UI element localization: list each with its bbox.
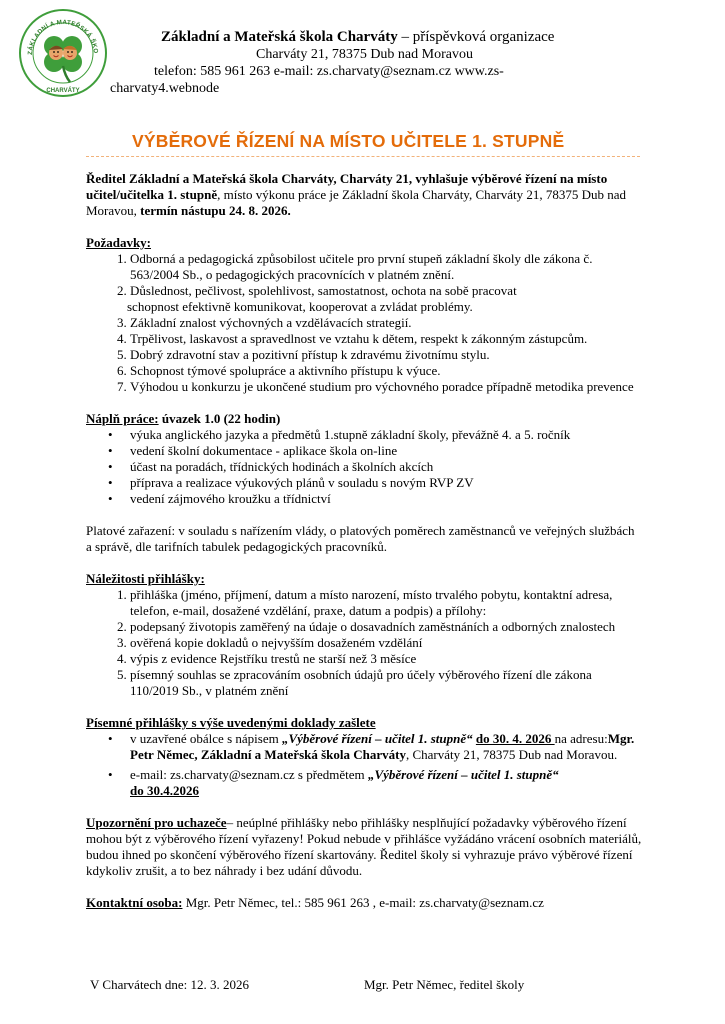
requirements-heading: Požadavky: [86, 235, 151, 250]
school-name: Základní a Mateřská škola Charváty [161, 29, 398, 45]
list-item: 5. písemný souhlas se zpracováním osobních údajů pro účely výběrového řízení dle zákona 110/2019 Sb., v platném znění [130, 667, 642, 699]
requirements-list [86, 251, 642, 395]
contact-paragraph [86, 895, 642, 911]
list-item: 3. ověřená kopie dokladů o nejvyšším dosaženém vzdělání [130, 635, 642, 651]
org-type: – příspěvková organizace [397, 29, 555, 45]
signature: Mgr. Petr Němec, ředitel školy [364, 977, 525, 992]
list-item: • vedení školní dokumentace - aplikace škola on-line [130, 443, 642, 459]
duties-section [86, 411, 642, 507]
document-body [86, 171, 642, 911]
intro-text: , místo výkonu práce je Základní škola Charváty, Charváty 21, 78375 Dub nad Moravou, [86, 187, 627, 218]
submission-list [86, 731, 642, 799]
letterhead [110, 28, 710, 97]
submission-text: na adresu: [554, 731, 608, 746]
school-web: charvaty4.webnode [110, 81, 220, 96]
list-item: 4. výpis z evidence Rejstříku trestů ne starší než 3 měsíce [130, 651, 642, 667]
duties-heading: Náplň práce: [86, 411, 159, 426]
list-item: 7. Výhodou u konkurzu je ukončené studium pro výchovného poradce případně metodika prevence [130, 379, 642, 395]
requirements-section [86, 235, 642, 395]
submission-deadline: do 30. 4. 2026 [475, 731, 555, 746]
list-item: 4. Trpělivost, laskavost a spravedlnost ve vztahu k dětem, respekt k zákonným zástupcům. [130, 331, 642, 347]
list-item-text: Důslednost, pečlivost, spolehlivost, samostatnost, ochota na sobě pracovat [130, 283, 517, 298]
issue-date: V Charvátech dne: 12. 3. 2026 [90, 977, 249, 992]
application-list [86, 587, 642, 699]
submission-heading: Písemné přihlášky s výše uvedenými doklady zašlete [86, 715, 376, 730]
logo-arc-text: ZÁKLADNÍ A MATEŘSKÁ ŠKO [26, 18, 100, 56]
submission-section [86, 715, 642, 799]
list-item: 3. Základní znalost výchovných a vzdělávacích strategií. [130, 315, 642, 331]
salary-paragraph: Platové zařazení: v souladu s nařízením vlády, o platových poměrech zaměstnanců ve veřejných službách a správě, dle tarifních tabulek pedagogických pracovníků. [86, 523, 635, 554]
submission-address: Mgr. Petr Němec, Základní a Mateřská škola Charváty [130, 731, 635, 762]
application-heading: Náležitosti přihlášky: [86, 571, 205, 586]
notice-text: – neúplné přihlášky nebo přihlášky nesplňující požadavky výběrového řízení mohou být z výběrového řízení vyřazeny! Pokud nebude v přihlášce vyžádáno vrácení osobních materiálů, budou ihned po skončení výběrového řízení skartovány. Ředitel školy si vyhrazuje právo výběrové řízení kdykoliv zrušit, a to bez náhrady i bez udání důvodu. [86, 815, 642, 878]
notice-heading: Upozornění pro uchazeče [86, 815, 227, 830]
list-item: 6. Schopnost týmové spolupráce a aktivního přístupu k výuce. [130, 363, 642, 379]
start-date: termín nástupu 24. 8. 2026. [140, 203, 291, 218]
email-subject: „Výběrové řízení – učitel 1. stupně“ [367, 767, 559, 782]
intro-bold: Ředitel Základní a Mateřská škola Charváty, Charváty 21, vyhlašuje výběrové řízení na místo učitel/učitelka 1. stupně [86, 171, 608, 202]
list-item: 5. Dobrý zdravotní stav a pozitivní přístup k zdravému životnímu stylu. [130, 347, 642, 363]
intro-paragraph [86, 171, 642, 219]
submission-address-rest: , Charváty 21, 78375 Dub nad Moravou. [405, 747, 618, 762]
list-item: • výuka anglického jazyka a předmětů 1.stupně základní školy, převážně 4. a 5. ročník [130, 427, 642, 443]
school-contact: telefon: 585 961 263 e-mail: zs.charvaty@seznam.cz www.zs- [154, 64, 504, 79]
list-item: • účast na poradách, třídnických hodinách a školních akcích [130, 459, 642, 475]
duties-list [86, 427, 642, 507]
title-divider [86, 156, 640, 157]
notice-paragraph [86, 815, 642, 879]
list-item: 2. podepsaný životopis zaměřený na údaje o dosavadních zaměstnáních a odborných znalostech [130, 619, 642, 635]
school-address: Charváty 21, 78375 Dub nad Moravou [256, 47, 473, 62]
page-title: VÝBĚROVÉ ŘÍZENÍ NA MÍSTO UČITELE 1. STUPNĚ [132, 131, 565, 151]
application-section [86, 571, 642, 699]
submission-deadline: do 30.4.2026 [130, 783, 199, 798]
list-item [130, 731, 642, 763]
logo-bottom-text: CHARVÁTY [46, 88, 80, 94]
school-logo [18, 8, 108, 98]
submission-text: e-mail: zs.charvaty@seznam.cz s předmětem [130, 767, 368, 782]
list-item: 1. přihláška (jméno, příjmení, datum a místo narození, místo trvalého pobytu, kontaktní adresa, telefon, e-mail, dosažené vzdělání, praxe, datum a podpis) a přílohy: [130, 587, 642, 619]
list-item: • vedení zájmového kroužku a třídnictví [130, 491, 642, 507]
contact-label: Kontaktní osoba: [86, 895, 183, 910]
contact-text: Mgr. Petr Němec, tel.: 585 961 263 , e-mail: zs.charvaty@seznam.cz [182, 895, 544, 910]
duties-load: úvazek 1.0 (22 hodin) [158, 411, 281, 426]
list-item-continuation: schopnost efektivně komunikovat, kooperovat a zvládat problémy. [127, 299, 473, 314]
submission-text: v uzavřené obálce s nápisem [130, 731, 282, 746]
envelope-subject: „Výběrové řízení – učitel 1. stupně“ [281, 731, 473, 746]
list-item [130, 767, 642, 799]
list-item: • příprava a realizace výukových plánů v souladu s novým RVP ZV [130, 475, 642, 491]
list-item [127, 283, 642, 315]
list-item: 1. Odborná a pedagogická způsobilost učitele pro první stupeň základní školy dle zákona č. 563/2004 Sb., o pedagogických pracovnících v platném znění. [130, 251, 642, 283]
letterhead-line-1 [110, 28, 710, 46]
